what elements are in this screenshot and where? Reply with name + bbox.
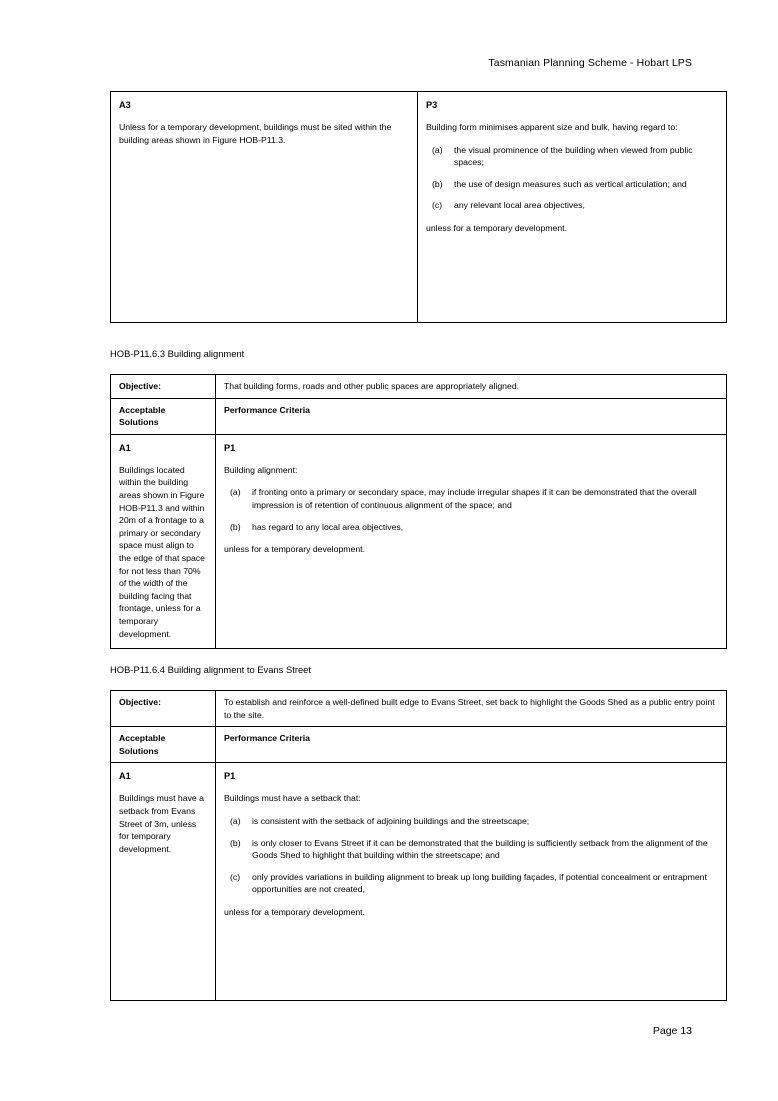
- page-header-title: Tasmanian Planning Scheme - Hobart LPS: [488, 57, 692, 69]
- criteria-table-a3-p3: [110, 91, 727, 323]
- list-item-text: is only closer to Evans Street if it can be demonstrated that the building is sufficiently setback from the alignment of the Goods Shed to highlight that building within the streetscape; and: [252, 837, 708, 861]
- list-item: [426, 144, 718, 169]
- column-header-row: [111, 398, 727, 434]
- list-item-text: only provides variations in building alignment to break up long building façades, if potential concealment or entrapment opportunities are not created,: [252, 871, 707, 895]
- list-item-marker: (c): [230, 871, 241, 882]
- list-item-marker: (a): [230, 487, 241, 498]
- section-title-hob-p11-6-4: HOB-P11.6.4 Building alignment to Evans Street: [110, 664, 311, 676]
- performance-criteria-code: P3: [426, 100, 438, 110]
- performance-criteria-list: [224, 486, 718, 533]
- table-row: [111, 92, 727, 323]
- list-item-text: has regard to any local area objectives,: [252, 521, 404, 532]
- list-item-text: if fronting onto a primary or secondary space, may include irregular shapes if it can be demonstrated that the overall impression is of retention of continuous alignment of the space; and: [252, 487, 697, 510]
- acceptable-solution-code: A1: [119, 771, 131, 782]
- performance-criteria-list: [426, 144, 718, 212]
- column-header-performance-criteria: Performance Criteria: [216, 398, 727, 434]
- acceptable-solution-text: Unless for a temporary development, buildings must be sited within the building areas shown in Figure HOB-P11.3.: [119, 122, 392, 145]
- objective-row: [111, 375, 727, 399]
- page-footer: [110, 1024, 692, 1038]
- column-header-acceptable-solutions: Acceptable Solutions: [111, 398, 216, 434]
- page-header: [110, 56, 692, 70]
- page-number: Page 13: [652, 1025, 692, 1037]
- objective-label: Objective:: [111, 375, 216, 399]
- performance-criteria-code: P1: [224, 771, 236, 782]
- performance-criteria-cell: [216, 763, 727, 1001]
- document-body: [110, 91, 715, 1001]
- list-item-marker: (b): [230, 837, 241, 848]
- column-header-row: [111, 727, 727, 763]
- performance-criteria-list: [224, 815, 718, 896]
- list-item: [224, 521, 718, 534]
- performance-criteria-code: P1: [224, 442, 236, 453]
- list-item: [224, 486, 718, 511]
- column-header-acceptable-solutions: Acceptable Solutions: [111, 727, 216, 763]
- performance-criteria-cell: [418, 92, 727, 323]
- acceptable-solution-text: Buildings must have a setback from Evans Street of 3m, unless for temporary development.: [119, 793, 204, 854]
- list-item-marker: (b): [230, 521, 241, 532]
- spacer: [110, 676, 692, 690]
- list-item: [426, 199, 718, 212]
- acceptable-solution-code: A3: [119, 100, 131, 110]
- section-title-hob-p11-6-3: HOB-P11.6.3 Building alignment: [110, 348, 245, 359]
- objective-label: Objective:: [111, 691, 216, 727]
- criteria-table-hob-p11-6-3: [110, 374, 727, 649]
- list-item-text: the use of design measures such as vertical articulation; and: [454, 178, 687, 189]
- performance-criteria-cell: [216, 434, 727, 648]
- spacer: [110, 360, 692, 374]
- spacer: [110, 649, 692, 663]
- list-item-text: any relevant local area objectives,: [454, 200, 585, 211]
- objective-text: That building forms, roads and other public spaces are appropriately aligned.: [216, 375, 727, 399]
- list-item-marker: (b): [432, 178, 443, 189]
- performance-criteria-intro: Building alignment:: [224, 464, 298, 475]
- spacer: [110, 333, 692, 347]
- table-row: [111, 763, 727, 1001]
- performance-criteria-closing: unless for a temporary development.: [224, 544, 366, 555]
- acceptable-solution-text: Buildings located within the building areas shown in Figure HOB-P11.3 and within 20m of a frontage to a primary or secondary space must align to the edge of that space for not less than 70% of the width of the building facing that frontage, unless for a temporary development.: [119, 464, 205, 639]
- list-item-marker: (a): [432, 144, 443, 155]
- objective-text: To establish and reinforce a well-defined built edge to Evans Street, set back to highlight the Goods Shed as a public entry point to the site.: [216, 691, 727, 727]
- performance-criteria-closing: unless for a temporary development.: [426, 222, 568, 233]
- performance-criteria-closing: unless for a temporary development.: [224, 907, 366, 918]
- list-item: [426, 178, 718, 191]
- criteria-table-hob-p11-6-4: [110, 690, 727, 1001]
- list-item: [224, 815, 718, 828]
- table-row: [111, 434, 727, 648]
- performance-criteria-intro: Building form minimises apparent size and bulk, having regard to:: [426, 122, 678, 132]
- acceptable-solution-cell: [111, 434, 216, 648]
- list-item-marker: (c): [432, 200, 443, 211]
- performance-criteria-intro: Buildings must have a setback that:: [224, 793, 361, 804]
- list-item-text: is consistent with the setback of adjoining buildings and the streetscape;: [252, 816, 530, 827]
- acceptable-solution-cell: [111, 763, 216, 1001]
- acceptable-solution-cell: [111, 92, 418, 323]
- list-item: [224, 837, 718, 862]
- list-item-marker: (a): [230, 816, 241, 827]
- acceptable-solution-code: A1: [119, 442, 131, 453]
- spacer: [110, 323, 692, 333]
- objective-row: [111, 691, 727, 727]
- list-item: [224, 871, 718, 896]
- column-header-performance-criteria: Performance Criteria: [216, 727, 727, 763]
- list-item-text: the visual prominence of the building when viewed from public spaces;: [454, 144, 693, 168]
